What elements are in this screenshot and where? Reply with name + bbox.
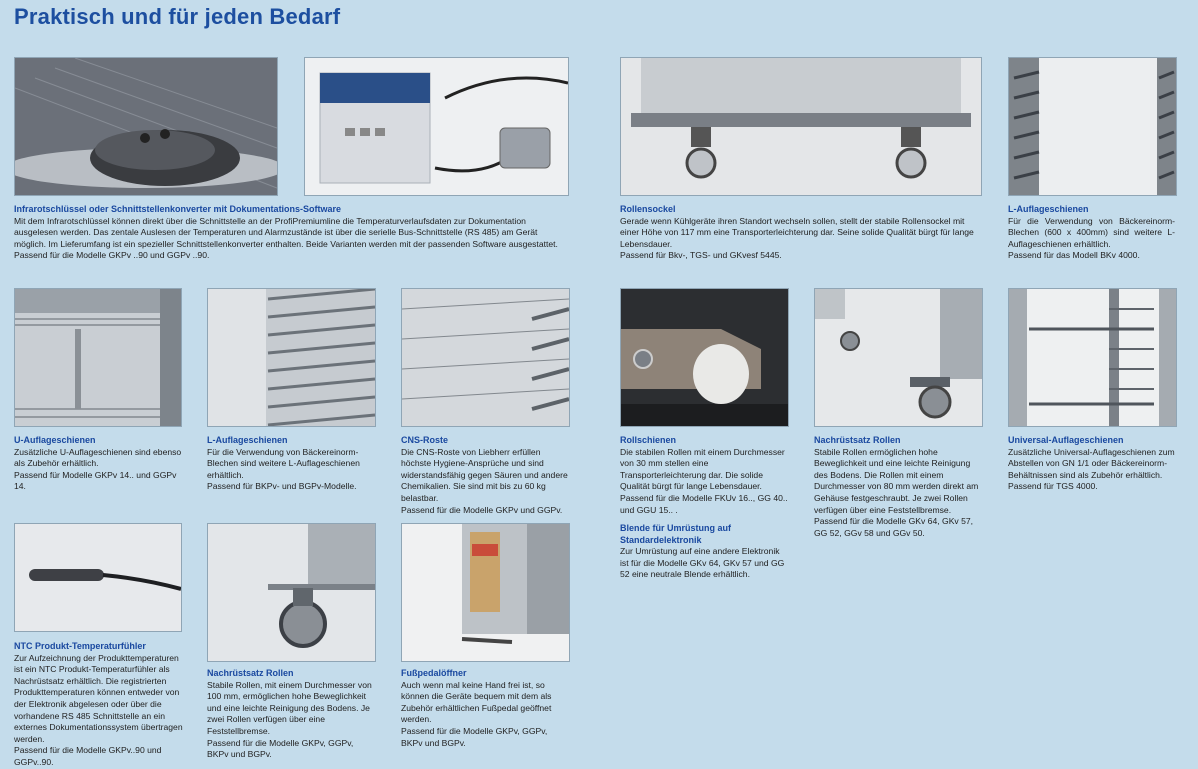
item-description: Mit dem Infrarotschlüssel können direkt über die Schnittstelle an der ProfiPremiumline die Temperaturverlaufsdaten zur Dokumentation ausgelesen werden. Das zentale Auslesen der Temperaturen und Alarmzustände ist über die serielle Bus-Schnittstelle (RS 485) am Gerät möglich. Im Lieferumfang ist ein spezieller Schnittstellenkonverter enthalten. Beide Varianten werden mit der passenden Software ausgestattet. xyxy=(14,215,558,249)
item-retrofit-rollers-100mm xyxy=(207,668,377,761)
item-ntc-sensor xyxy=(14,641,184,769)
l-rails-photo-large xyxy=(1008,57,1177,196)
item-description: Die CNS-Roste von Liebherr erfüllen höchste Hygiene-Ansprüche und sind widerstandsfähig gegen Säuren und andere Chemikalien. Sie sind mit bis zu 60 kg belastbar. xyxy=(401,446,568,503)
item-description: Für die Verwendung von Bäckereinorm-Blechen (600 x 400mm) sind weitere L-Auflageschienen erhältlich. xyxy=(1008,215,1175,249)
item-heading: L-Auflageschienen xyxy=(1008,204,1089,214)
item-fit: Passend für BKPv- und BGPv-Modelle. xyxy=(207,481,357,492)
item-heading: Blende für Umrüstung auf Standardelektronik xyxy=(620,523,732,545)
item-fit: Passend für das Modell BKv 4000. xyxy=(1008,250,1140,261)
item-heading: NTC Produkt-Temperaturfühler xyxy=(14,641,146,651)
infrared-key-photo xyxy=(14,57,278,196)
universal-rails-photo xyxy=(1008,288,1177,427)
item-heading: Infrarotschlüssel oder Schnittstellenkonverter mit Dokumentations-Software xyxy=(14,204,342,214)
item-description: Zur Umrüstung auf eine andere Elektronik ist für die Modelle GKv 64, GKv 57 und GG 52 eine neutrale Blende erhältlich. xyxy=(620,546,785,580)
item-description: Stabile Rollen ermöglichen hohe Beweglichkeit und eine leichte Reinigung des Bodens. Die Rollen mit einem Durchmesser von 80 mm werden direkt am Gehäuse festgeschraubt. Je zwei Rollen verfügen über eine Feststellbremse. xyxy=(814,446,979,515)
item-fit: Passend für die Modelle GKPv..90 und GGPv..90. xyxy=(14,745,162,767)
foot-pedal-photo xyxy=(401,523,570,662)
l-rails-photo xyxy=(207,288,376,427)
item-foot-pedal xyxy=(401,668,571,749)
item-heading: U-Auflageschienen xyxy=(14,435,96,445)
item-fit: Passend für TGS 4000. xyxy=(1008,481,1098,492)
item-heading: Universal-Auflageschienen xyxy=(1008,435,1124,445)
item-universal-rails xyxy=(1008,435,1178,493)
item-fit: Passend für die Modelle GKPv ..90 und GGPv ..90. xyxy=(14,250,210,261)
item-heading: CNS-Roste xyxy=(401,435,449,445)
item-roller-base xyxy=(620,204,982,262)
item-infrared-key xyxy=(14,204,570,262)
item-heading: Fußpedalöffner xyxy=(401,668,467,678)
item-description: Zusätzliche Universal-Auflageschienen zum Abstellen von GN 1/1 oder Bäckereinorm-Behältnissen sind als Zubehör erhältlich. xyxy=(1008,446,1175,480)
rollschienen-photo xyxy=(620,288,789,427)
page-title: Praktisch und für jeden Bedarf xyxy=(14,4,341,29)
item-fit: Passend für die Modelle GKv 64, GKv 57, GG 52, GGv 58 und GGv 50. xyxy=(814,516,974,538)
item-l-rails-bkpv xyxy=(207,435,377,493)
item-description: Stabile Rollen, mit einem Durchmesser von 100 mm, ermöglichen hohe Beweglichkeit und eine leichte Reinigung des Bodens. Je zwei Rollen verfügen über eine Feststellbremse. xyxy=(207,679,372,736)
retrofit-rollers-100mm-photo xyxy=(207,523,376,662)
item-fit: Passend für Modelle GKPv 14.. und GGPv 14. xyxy=(14,469,177,492)
item-description: Auch wenn mal keine Hand frei ist, so können die Geräte bequem mit dem als Zubehör erhältlichen Fußpedal geöffnet werden. xyxy=(401,679,552,725)
item-l-rails-bkv xyxy=(1008,204,1175,262)
item-description: Gerade wenn Kühlgeräte ihren Standort wechseln sollen, stellt der stabile Rollensockel mit einer Höhe von 117 mm eine Transporterleichterung dar. Seine solide Qualität bürgt für lange Lebensdauer. xyxy=(620,215,974,249)
item-u-rails xyxy=(14,435,184,493)
roller-base-photo xyxy=(620,57,982,196)
item-description: Zur Aufzeichnung der Produkttemperaturen ist ein NTC Produkt-Temperaturfühler als Nachrüstsatz erhältlich. Die registrierten Produkttemperaturen können entweder von der Elektronik abgelesen oder über die vorhandene RS 485 Schnittstelle an ein externes Dokumentationssystem übertragen werden. xyxy=(14,652,183,744)
item-heading: L-Auflageschienen xyxy=(207,435,288,445)
item-fit: Passend für die Modelle GKPv, GGPv, BKPv und BGPv. xyxy=(207,737,354,760)
item-retrofit-rollers xyxy=(814,435,984,539)
item-fit: Passend für die Modelle GKPv und GGPv. xyxy=(401,504,563,515)
item-heading: Nachrüstsatz Rollen xyxy=(814,435,901,445)
u-rails-photo xyxy=(14,288,182,427)
item-fit: Passend für Bkv-, TGS- und GKvesf 5445. xyxy=(620,250,782,261)
item-heading: Nachrüstsatz Rollen xyxy=(207,668,294,678)
item-cns-grids xyxy=(401,435,571,516)
ntc-sensor-photo xyxy=(14,523,182,632)
item-fit: Passend für die Modelle FKUv 16.., GG 40.. und GGU 15.. . xyxy=(620,492,788,515)
item-heading: Rollschienen xyxy=(620,435,677,445)
cns-grids-photo xyxy=(401,288,570,427)
interface-converter-photo xyxy=(304,57,569,196)
item-fit: Passend für die Modelle GKPv, GGPv, BKPv und BGPv. xyxy=(401,725,548,748)
item-description: Zusätzliche U-Auflageschienen sind ebenso als Zubehör erhältlich. xyxy=(14,446,182,469)
item-blende xyxy=(620,523,790,581)
item-heading: Rollensockel xyxy=(620,204,676,214)
item-rollschienen xyxy=(620,435,790,516)
retrofit-rollers-photo xyxy=(814,288,983,427)
item-description: Die stabilen Rollen mit einem Durchmesser von 30 mm stellen eine Transporterleichterung dar. Die solide Qualität bürgt für lange Lebensdauer. xyxy=(620,446,785,492)
item-description: Für die Verwendung von Bäckereinorm- Blechen sind weitere L-Auflageschienen erhältlich. xyxy=(207,446,360,480)
